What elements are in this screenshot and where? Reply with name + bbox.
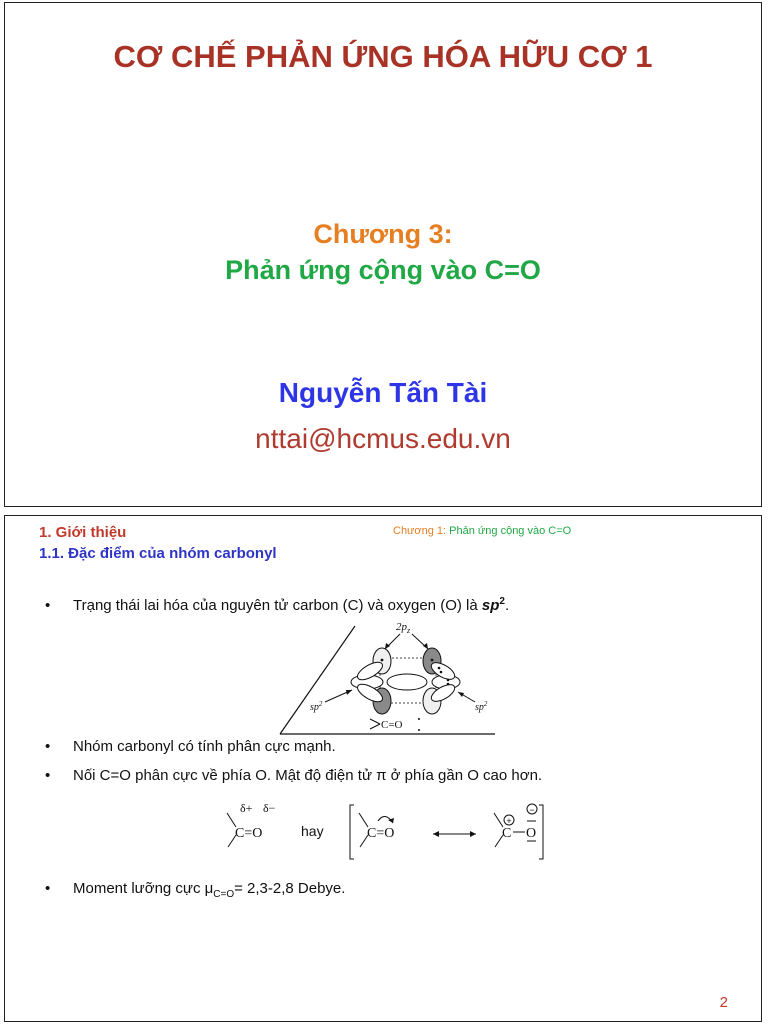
author-name: Nguyễn Tấn Tài bbox=[278, 377, 488, 408]
formula-middle: C=O bbox=[367, 826, 395, 841]
bullet-text: Moment lưỡng cực μ bbox=[73, 880, 214, 897]
bullet-text: Nối C=O phân cực về phía O. Mật độ điện tử π ở phía gần O cao hơn. bbox=[73, 767, 543, 784]
positive-charge: + bbox=[506, 816, 512, 826]
electron-dot bbox=[440, 671, 443, 674]
bond-line bbox=[494, 813, 503, 827]
arrowhead bbox=[385, 643, 390, 649]
running-header bbox=[393, 525, 571, 537]
delta-plus: δ+ bbox=[240, 801, 253, 815]
hay-text: hay bbox=[301, 823, 324, 839]
formula-right-o: O bbox=[526, 826, 537, 841]
content-slide bbox=[4, 515, 762, 1022]
label-sp2-right: $sp^2$ bbox=[475, 700, 488, 713]
bullet-text: Trạng thái lai hóa của nguyên tử carbon (C) và oxygen (O) là bbox=[73, 597, 482, 614]
subsection-heading: 1.1. Đặc điểm của nhóm carbonyl bbox=[39, 545, 277, 562]
electron-dot bbox=[381, 659, 384, 662]
bullet-end: . bbox=[504, 597, 510, 614]
lone-pair-dot bbox=[418, 718, 420, 720]
chapter-label: Chương 3: bbox=[313, 219, 453, 249]
lone-pair-dot bbox=[418, 729, 420, 731]
header-title: Phản ứng cộng vào C=O bbox=[449, 525, 572, 537]
arrowhead bbox=[470, 831, 476, 837]
bullet-hybridization bbox=[45, 596, 509, 614]
label-2pz: $2p_z$ bbox=[396, 621, 411, 635]
bracket-left bbox=[350, 805, 354, 859]
bullet-mark: • bbox=[45, 880, 51, 897]
formula-co: C=O bbox=[381, 719, 403, 731]
header-chapter: Chương 1: bbox=[393, 525, 447, 537]
chapter-subtitle: Phản ứng cộng vào C=O bbox=[225, 255, 541, 285]
resonance-diagram bbox=[223, 799, 553, 864]
arrowhead bbox=[423, 643, 428, 649]
bracket-right bbox=[539, 805, 543, 859]
course-title: CƠ CHẾ PHẢN ỨNG HÓA HỮU CƠ 1 bbox=[113, 39, 653, 74]
bullet-end: = 2,3-2,8 Debye. bbox=[234, 880, 346, 897]
title-slide bbox=[4, 2, 762, 507]
bullet-polarity bbox=[45, 738, 336, 755]
formula-right-c: C bbox=[502, 826, 512, 841]
bullet-dipole-moment bbox=[45, 880, 345, 900]
bullet-mark: • bbox=[45, 738, 51, 755]
page-number: 2 bbox=[719, 994, 728, 1011]
author-email: nttai@hcmus.edu.vn bbox=[255, 423, 511, 454]
bullet-electron-density bbox=[45, 767, 542, 784]
arrowhead bbox=[346, 690, 352, 695]
bond-line bbox=[370, 724, 380, 729]
bullet-text: Nhóm carbonyl có tính phân cực mạnh. bbox=[73, 738, 336, 755]
electron-dot bbox=[431, 659, 434, 662]
arrowhead bbox=[433, 831, 439, 837]
electron-dot bbox=[447, 679, 450, 682]
electron-dot bbox=[438, 667, 441, 670]
bullet-mark: • bbox=[45, 597, 51, 614]
bullet-mark: • bbox=[45, 767, 51, 784]
delta-minus: δ− bbox=[263, 801, 276, 815]
label-sp2-left: $sp^2$ bbox=[310, 700, 323, 713]
bond-line bbox=[370, 719, 380, 724]
electron-dot bbox=[447, 683, 450, 686]
c-o-sigma-overlap bbox=[387, 674, 427, 690]
section-heading: 1. Giới thiệu bbox=[39, 524, 127, 541]
bullet-sup: 2 bbox=[499, 596, 505, 607]
arrowhead bbox=[458, 692, 464, 697]
plane-edge bbox=[280, 626, 355, 734]
formula-left: C=O bbox=[235, 826, 263, 841]
bond-line bbox=[227, 813, 236, 827]
bullet-sub: C=O bbox=[213, 889, 235, 900]
negative-charge: − bbox=[529, 805, 535, 815]
orbital-diagram bbox=[270, 616, 500, 741]
bond-line bbox=[359, 813, 368, 827]
bullet-em: sp bbox=[481, 597, 500, 614]
